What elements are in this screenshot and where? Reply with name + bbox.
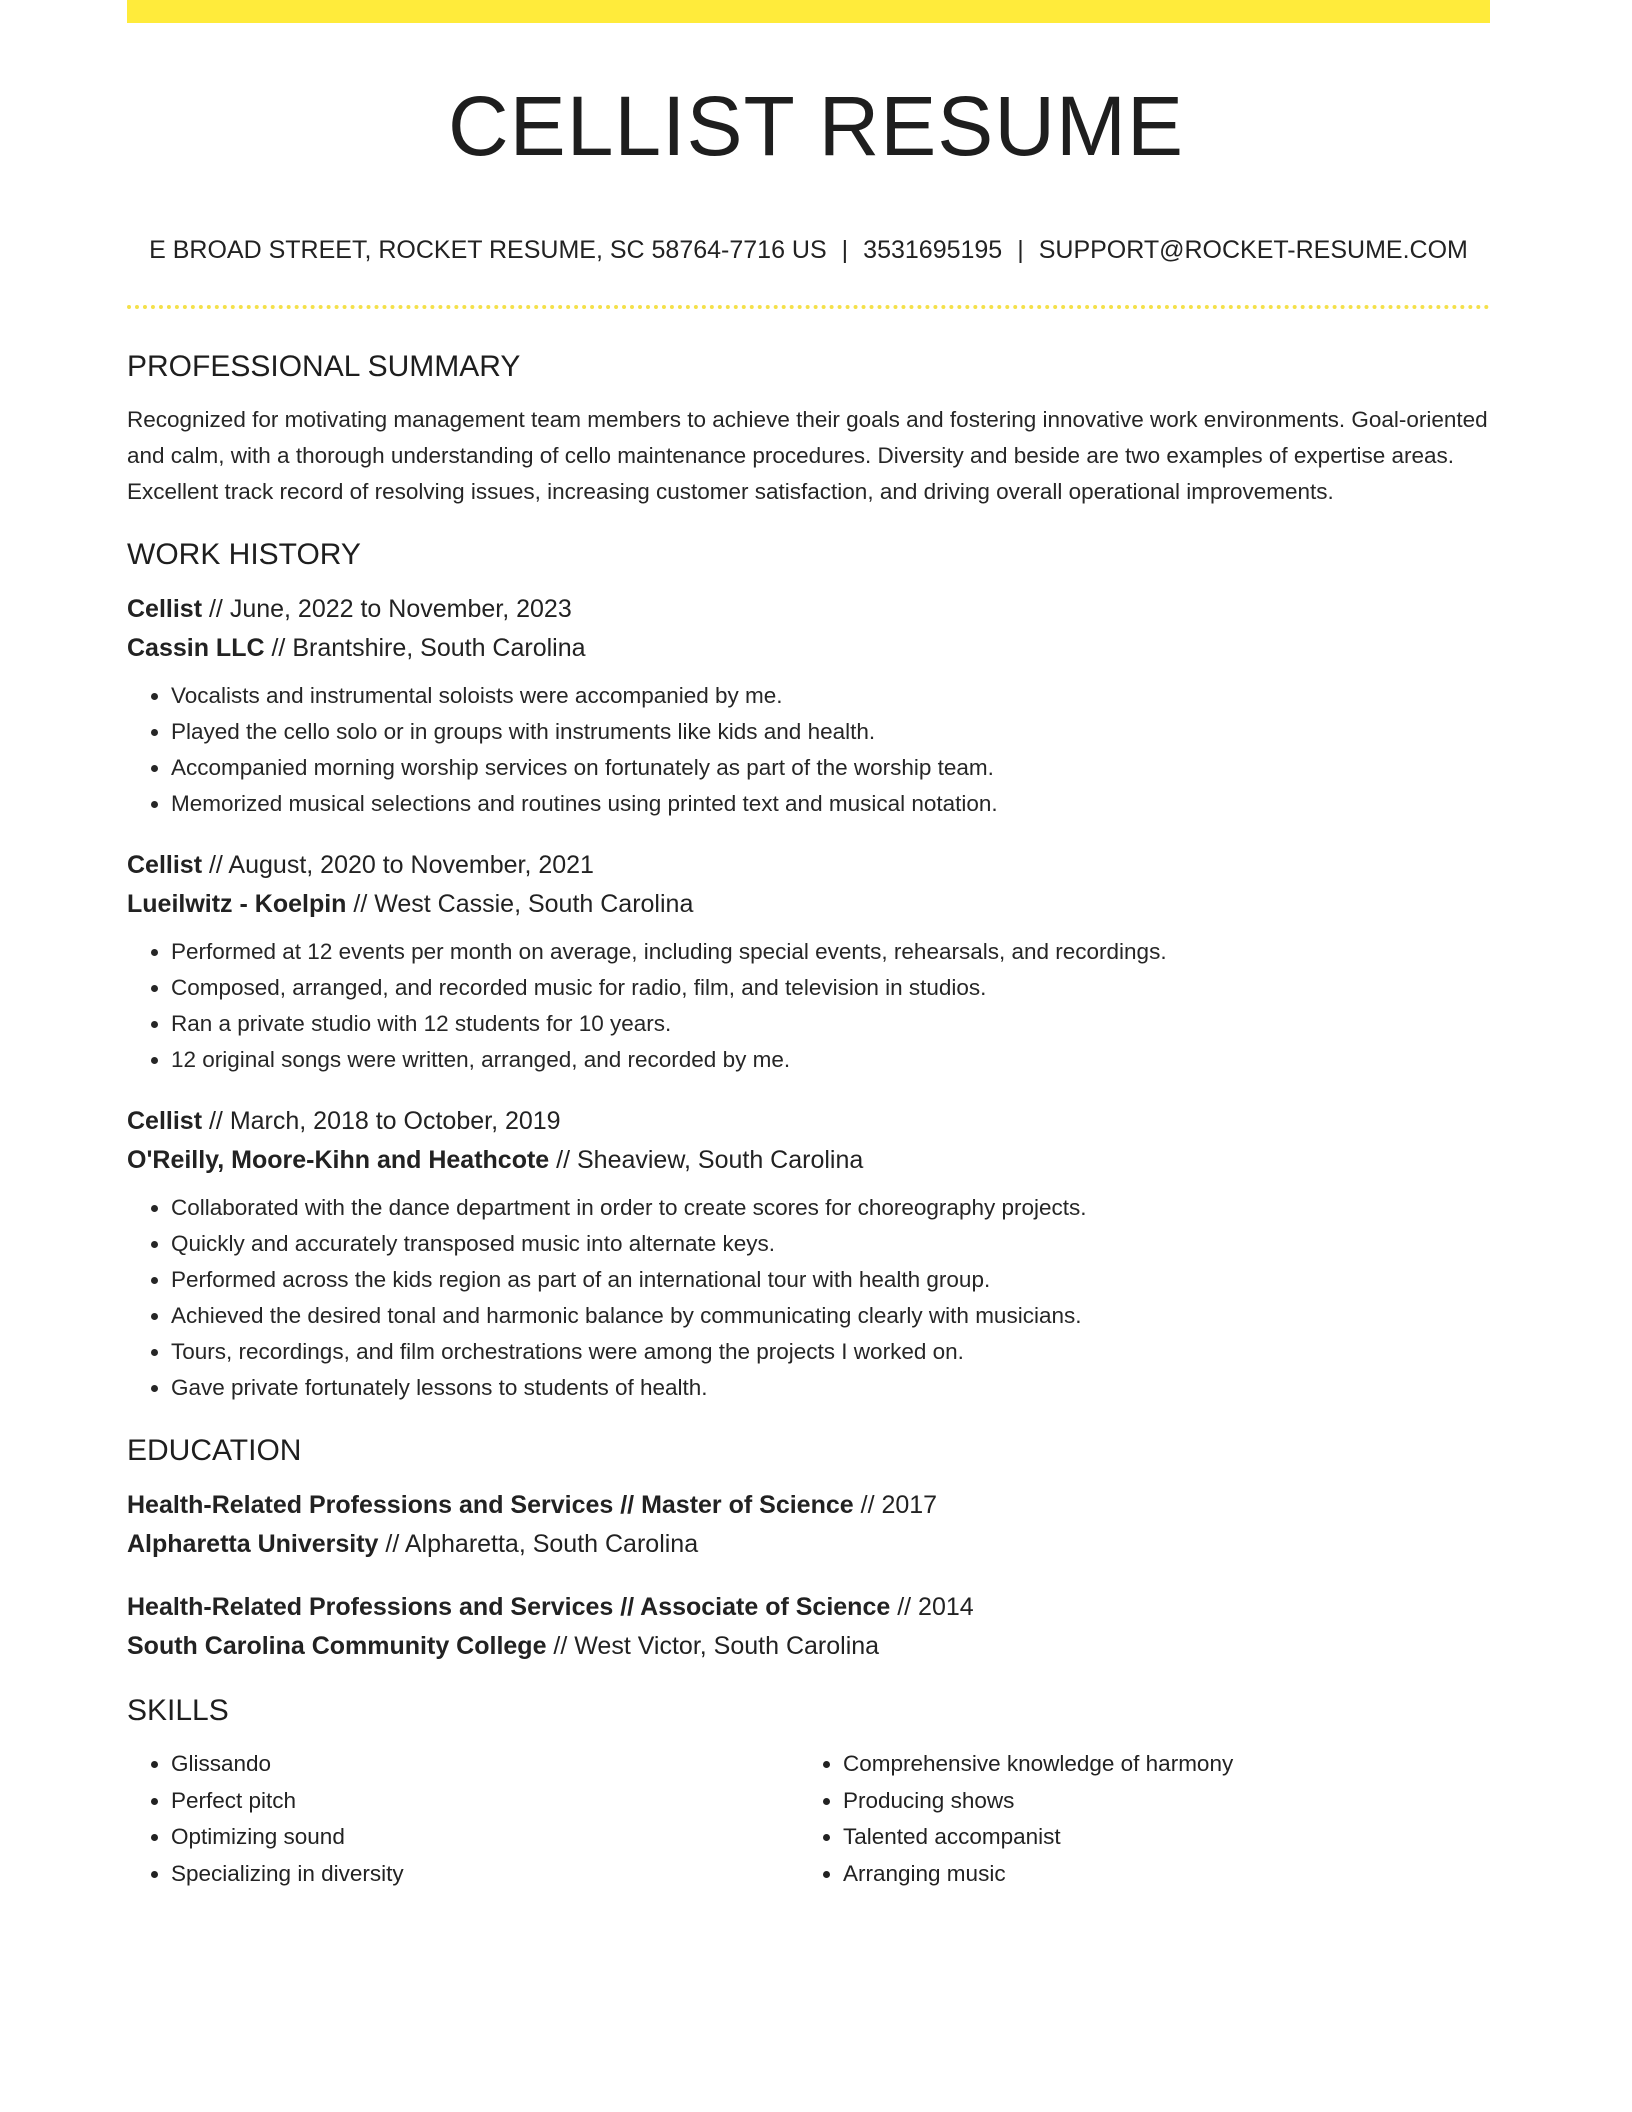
accent-bar <box>127 0 1490 23</box>
list-item: • Performed across the kids region as part of an international tour with health group. <box>171 1262 1490 1298</box>
job-bullets <box>127 678 1490 822</box>
skill-item: • Specializing in diversity <box>171 1856 799 1893</box>
school-line <box>127 1525 1490 1564</box>
degree-line <box>127 1486 1490 1525</box>
job-dates: // August, 2020 to November, 2021 <box>202 851 594 879</box>
school-location: // Alpharetta, South Carolina <box>378 1530 699 1558</box>
list-item: • Accompanied morning worship services on fortunately as part of the worship team. <box>171 750 1490 786</box>
skill-item: • Glissando <box>171 1746 799 1783</box>
section-heading: WORK HISTORY <box>127 538 361 571</box>
contact-email: SUPPORT@ROCKET-RESUME.COM <box>1038 236 1468 264</box>
job-location: // Brantshire, South Carolina <box>264 634 586 662</box>
job-dates: // March, 2018 to October, 2019 <box>202 1107 561 1135</box>
skills-columns <box>127 1746 1490 1892</box>
education-entry <box>127 1486 1490 1564</box>
skill-item: • Arranging music <box>843 1856 1471 1893</box>
list-item: • Collaborated with the dance department in order to create scores for choreography projects. <box>171 1190 1490 1226</box>
contact-address: E BROAD STREET, ROCKET RESUME, SC 58764-7716 US <box>149 236 827 264</box>
list-item: • Composed, arranged, and recorded music for radio, film, and television in studios. <box>171 970 1490 1006</box>
contact-separator: | <box>841 236 849 264</box>
job-bullets <box>127 934 1490 1078</box>
job-dates: // June, 2022 to November, 2023 <box>202 595 572 623</box>
degree-line <box>127 1588 1490 1627</box>
school-name: Alpharetta University <box>127 1530 379 1558</box>
job-company: O'Reilly, Moore-Kihn and Heathcote <box>127 1146 550 1174</box>
work-history-section <box>127 538 1490 1406</box>
job-title-line <box>127 1102 1490 1141</box>
job-title: Cellist <box>127 1107 203 1135</box>
job-company-line <box>127 629 1490 668</box>
degree: Health-Related Professions and Services // Associate of Science <box>127 1593 891 1621</box>
list-item: • Gave private fortunately lessons to students of health. <box>171 1370 1490 1406</box>
contact-line <box>127 236 1490 265</box>
school-location: // West Victor, South Carolina <box>546 1632 880 1660</box>
dotted-divider <box>127 305 1490 309</box>
job-title-line <box>127 590 1490 629</box>
section-heading: PROFESSIONAL SUMMARY <box>127 350 521 383</box>
summary-text: Recognized for motivating management team members to achieve their goals and fostering innovative work environments. Goal-oriented and calm, with a thorough understanding of cello maintenance procedures. Diversity and beside are two examples of expertise areas. Excellent track record of resolving issues, increasing customer satisfaction, and driving overall operational improvements. <box>127 407 1488 504</box>
list-item: • Achieved the desired tonal and harmonic balance by communicating clearly with musicians. <box>171 1298 1490 1334</box>
section-heading: SKILLS <box>127 1694 229 1727</box>
contact-phone: 3531695195 <box>863 236 1003 264</box>
skill-item: • Optimizing sound <box>171 1819 799 1856</box>
list-item: • Vocalists and instrumental soloists were accompanied by me. <box>171 678 1490 714</box>
job-location: // West Cassie, South Carolina <box>346 890 694 918</box>
list-item: • Ran a private studio with 12 students for 10 years. <box>171 1006 1490 1042</box>
list-item: • Performed at 12 events per month on average, including special events, rehearsals, and recordings. <box>171 934 1490 970</box>
skill-item: • Perfect pitch <box>171 1783 799 1820</box>
job-location: // Sheaview, South Carolina <box>549 1146 864 1174</box>
school-line <box>127 1627 1490 1666</box>
education-section <box>127 1434 1490 1666</box>
job-title: Cellist <box>127 595 203 623</box>
job-company-line <box>127 885 1490 924</box>
list-item: • Quickly and accurately transposed music into alternate keys. <box>171 1226 1490 1262</box>
degree: Health-Related Professions and Services // Master of Science <box>127 1491 854 1519</box>
job-bullets <box>127 1190 1490 1406</box>
job-entry <box>127 846 1490 1078</box>
skill-item: • Producing shows <box>843 1783 1471 1820</box>
job-entry <box>127 590 1490 822</box>
resume-title: CELLIST RESUME <box>448 79 1184 173</box>
skills-list-left <box>127 1746 799 1892</box>
education-entry <box>127 1588 1490 1666</box>
graduation-year: // 2017 <box>853 1491 938 1519</box>
skill-item: • Comprehensive knowledge of harmony <box>843 1746 1471 1783</box>
job-company-line <box>127 1141 1490 1180</box>
list-item: • Played the cello solo or in groups with instruments like kids and health. <box>171 714 1490 750</box>
job-company: Lueilwitz - Koelpin <box>127 890 347 918</box>
contact-separator: | <box>1017 236 1024 264</box>
list-item: • Tours, recordings, and film orchestrations were among the projects I worked on. <box>171 1334 1490 1370</box>
job-company: Cassin LLC <box>127 634 265 662</box>
skills-list-right <box>799 1746 1471 1892</box>
skills-section <box>127 1694 1490 1892</box>
list-item: • Memorized musical selections and routines using printed text and musical notation. <box>171 786 1490 822</box>
school-name: South Carolina Community College <box>127 1632 547 1660</box>
graduation-year: // 2014 <box>890 1593 974 1621</box>
summary-section <box>127 350 1490 510</box>
job-entry <box>127 1102 1490 1406</box>
job-title-line <box>127 846 1490 885</box>
section-heading: EDUCATION <box>127 1434 302 1467</box>
job-title: Cellist <box>127 851 203 879</box>
resume-content <box>127 350 1490 1892</box>
skill-item: • Talented accompanist <box>843 1819 1471 1856</box>
list-item: • 12 original songs were written, arranged, and recorded by me. <box>171 1042 1490 1078</box>
